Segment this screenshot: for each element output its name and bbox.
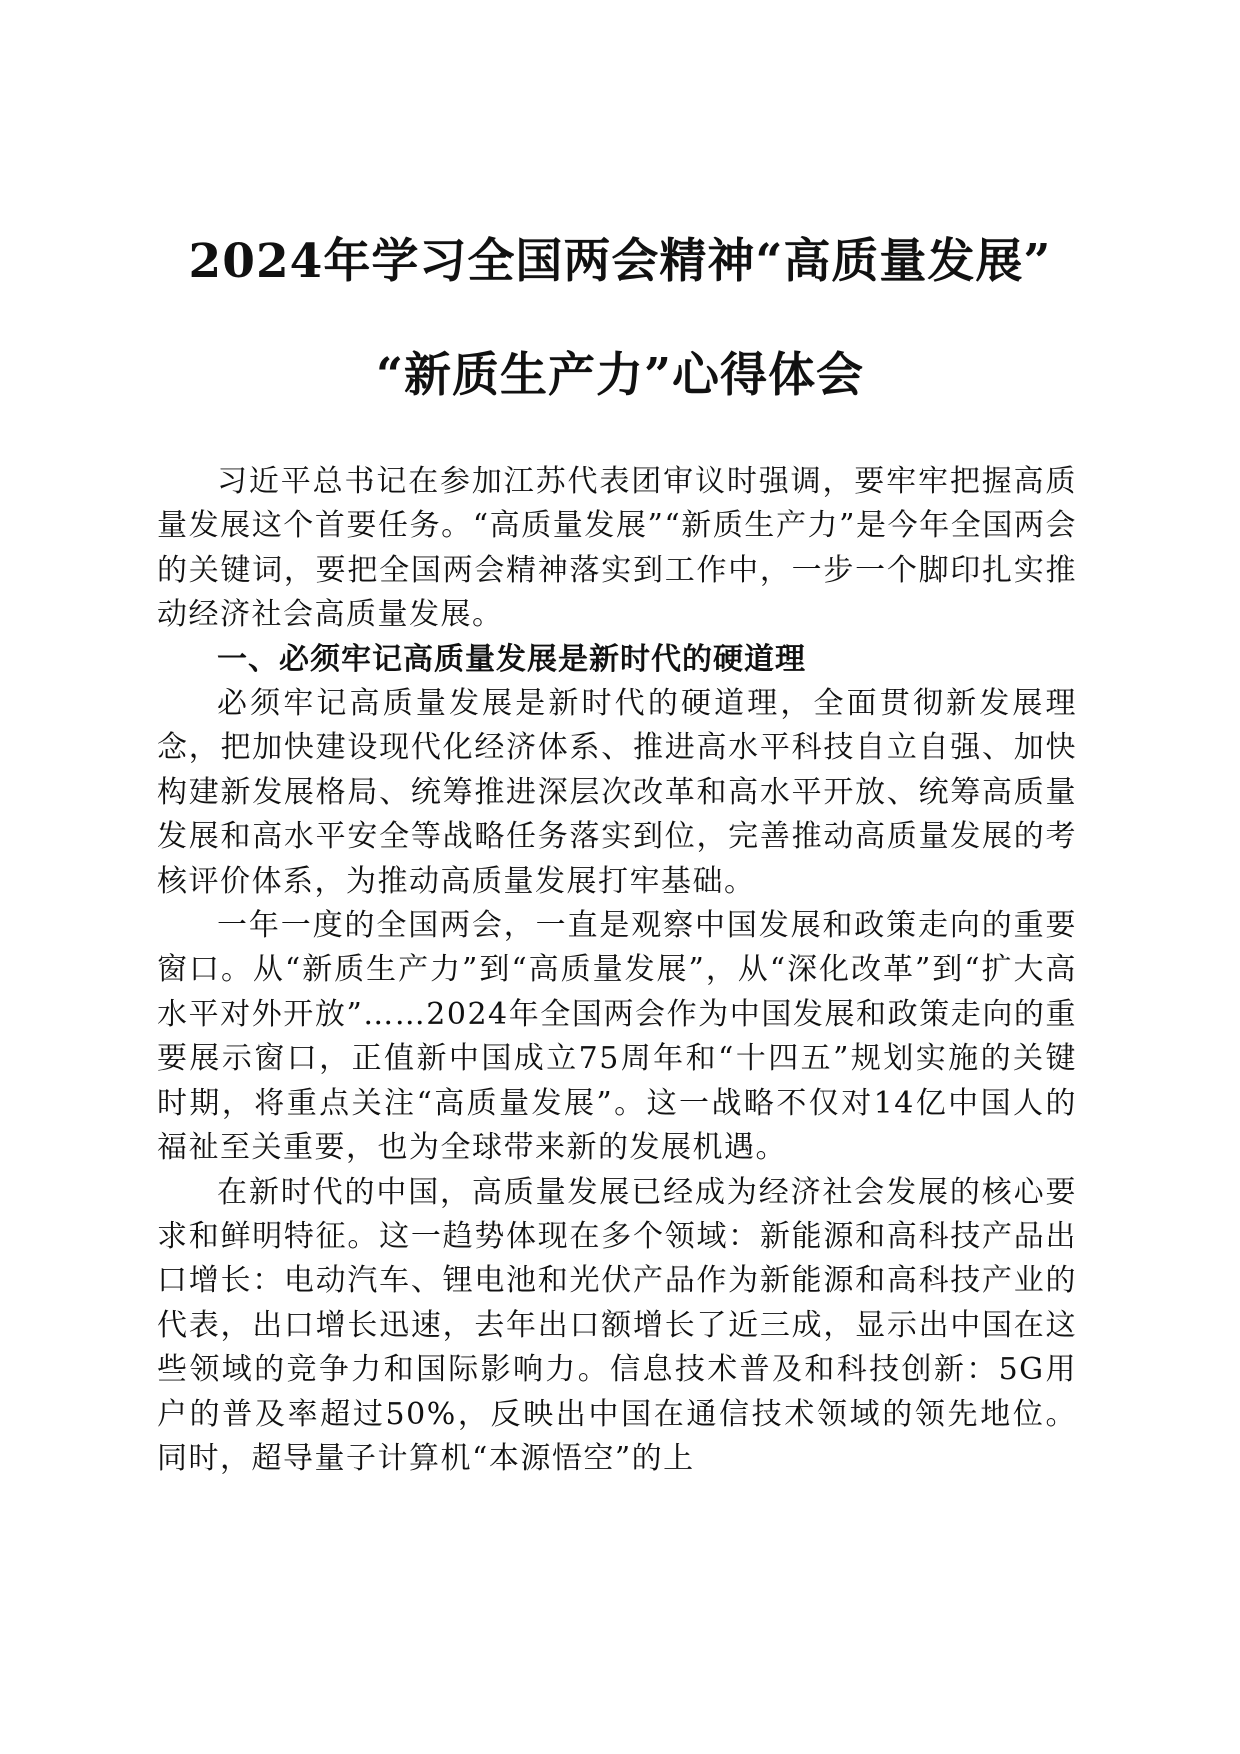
paragraph: 在新时代的中国，高质量发展已经成为经济社会发展的核心要求和鲜明特征。这一趋势体现在多个领域：新能源和高科技产品出口增长：电动汽车、锂电池和光伏产品作为新能源和高科技产业的代表，出口增长迅速，去年出口额增长了近三成，显示出中国在这些领域的竞争力和国际影响力。信息技术普及和科技创新：5G用户的普及率超过50%，反映出中国在通信技术领域的领先地位。同时，超导量子计算机“本源悟空”的上 xyxy=(157,1174,1077,1476)
document-body xyxy=(157,460,1077,1481)
paragraph-intro: 习近平总书记在参加江苏代表团审议时强调，要牢牢把握高质量发展这个首要任务。“高质量发展”“新质生产力”是今年全国两会的关键词，要把全国两会精神落实到工作中，一步一个脚印扎实推动经济社会高质量发展。 xyxy=(157,464,1077,633)
paragraph: 必须牢记高质量发展是新时代的硬道理，全面贯彻新发展理念，把加快建设现代化经济体系、推进高水平科技自立自强、加快构建新发展格局、统筹推进深层次改革和高水平开放、统筹高质量发展和高水平安全等战略任务落实到位，完善推动高质量发展的考核评价体系，为推动高质量发展打牢基础。 xyxy=(157,686,1077,899)
paragraph: 一年一度的全国两会，一直是观察中国发展和政策走向的重要窗口。从“新质生产力”到“高质量发展”，从“深化改革”到“扩大高水平对外开放”……2024年全国两会作为中国发展和政策走向的重要展示窗口，正值新中国成立75周年和“十四五”规划实施的关键时期，将重点关注“高质量发展”。这一战略不仅对14亿中国人的福祉至关重要，也为全球带来新的发展机遇。 xyxy=(157,908,1077,1166)
document-title-line-2: “新质生产力”心得体会 xyxy=(375,348,865,403)
document-title-line-1: 2024年学习全国两会精神“高质量发展” xyxy=(188,234,1052,289)
section-heading-1: 一、必须牢记高质量发展是新时代的硬道理 xyxy=(217,641,806,677)
